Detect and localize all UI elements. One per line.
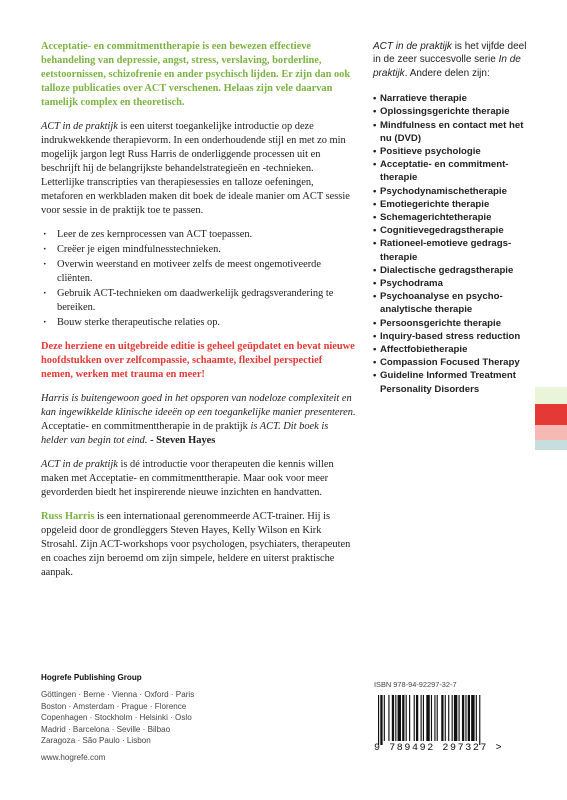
description-paragraph xyxy=(41,120,356,218)
barcode-bar xyxy=(452,695,453,741)
series-intro xyxy=(373,40,533,80)
barcode-bar xyxy=(462,695,464,741)
edition-note xyxy=(41,340,356,382)
quote-attribution: - Steven Hayes xyxy=(147,435,216,446)
series-intro-text-2: . Andere delen zijn: xyxy=(404,67,490,79)
series-item: • Oplossingsgerichte therapie xyxy=(373,105,533,118)
barcode-bar xyxy=(476,695,477,741)
series-item: • Guideline Informed Treatment Personality Disorders xyxy=(373,369,533,395)
feature-item: · Creëer je eigen mindfulnesstechnieken. xyxy=(41,243,356,257)
barcode-digits: 9 789492 297327 > xyxy=(374,743,504,754)
barcode-bar xyxy=(465,695,466,741)
series-item: • Inquiry-based stress reduction xyxy=(373,330,533,343)
book-title-italic: ACT in de praktijk xyxy=(41,459,118,470)
barcode-bar xyxy=(459,695,460,741)
back-cover-text xyxy=(41,40,356,590)
author-bio xyxy=(41,510,356,580)
series-book-title: ACT in de praktijk xyxy=(373,41,452,52)
series-intro-text-1: is het vijfde deel in de zeer succesvolle serie xyxy=(373,41,527,66)
barcode-bar xyxy=(409,695,410,741)
series-item: • Psychoanalyse en psycho-analytische therapie xyxy=(373,290,533,316)
series-item: • Schemagerichtetherapie xyxy=(373,211,533,224)
endorsement-quote xyxy=(41,392,356,448)
series-name: In de praktijk xyxy=(373,54,521,79)
feature-item: · Gebruik ACT-technieken om daadwerkelijk gedragsverandering te bereiken. xyxy=(41,287,356,315)
barcode-bar xyxy=(388,695,389,741)
series-sidebar xyxy=(373,40,533,396)
series-item: • Persoonsgerichte therapie xyxy=(373,317,533,330)
edition-note-text: Deze herziene en uitgebreide editie is geheel geüpdatet en bevat nieuwe hoofdstukken over zelfcompassie, schaamte, flexibel perspectief nemen, werken met trauma en meer! xyxy=(41,341,355,380)
barcode-bar xyxy=(414,695,415,741)
barcode-block xyxy=(374,680,524,754)
publisher-city-line: Zaragoza · São Paulo · Lisbon xyxy=(41,736,151,746)
barcode-bar xyxy=(471,695,474,741)
series-item: • Rationeel-emotieve gedrags-therapie xyxy=(373,237,533,263)
audience-paragraph xyxy=(41,458,356,500)
author-bio-text: is een internationaal gerenommeerde ACT-trainer. Hij is opgeleid door de grondleggers Steven Hayes, Kelly Wilson en Kirk Strosahl. Zijn ACT-workshops voor psychologen, psychiaters, therapeuten en coaches zijn beroemd om zijn simpele, heldere en uiterst praktische aanpak. xyxy=(41,511,351,578)
barcode-bar xyxy=(392,695,394,741)
feature-item: · Overwin weerstand en motiveer zelfs de meest ongemotiveerde cliënten. xyxy=(41,258,356,286)
barcode-bar xyxy=(423,695,424,741)
publisher-block xyxy=(41,672,194,764)
series-item: • Compassion Focused Therapy xyxy=(373,356,533,369)
series-item: • Mindfulness en contact met het nu (DVD) xyxy=(373,119,533,145)
publisher-city-line: Copenhagen · Stockholm · Helsinki · Oslo xyxy=(41,713,192,723)
publisher-cities xyxy=(41,689,194,746)
publisher-name: Hogrefe Publishing Group xyxy=(41,673,142,682)
series-item: • Psychodrama xyxy=(373,277,533,290)
barcode-bar xyxy=(384,695,385,741)
side-color-bars xyxy=(535,387,567,450)
barcode-bar xyxy=(479,695,480,745)
series-item: • Positieve psychologie xyxy=(373,145,533,158)
color-bar-light-green xyxy=(535,387,567,404)
publisher-city-line: Göttingen · Berne · Vienna · Oxford · Paris xyxy=(41,690,195,700)
barcode-bar xyxy=(378,695,379,745)
book-title-italic: ACT in de praktijk xyxy=(41,121,118,132)
series-item: • Acceptatie- en commitment-therapie xyxy=(373,158,533,184)
series-item: • Dialectische gedragstherapie xyxy=(373,264,533,277)
author-name: Russ Harris xyxy=(41,511,95,522)
series-list xyxy=(373,92,533,396)
barcode-bar xyxy=(380,695,382,745)
intro-bold: Acceptatie- en commitmenttherapie is een bewezen effectieve behandeling van depressie, angst, stress, verslaving, borderline, eetstoornissen, schizofrenie en ander psychisch lijden. Er zijn dan ook talloze publicaties over ACT verschenen. Helaas zijn vele daarvan tamelijk complex en theoretisch. xyxy=(41,41,351,108)
series-item: • Psychodynamischetherapie xyxy=(373,185,533,198)
barcode-bar xyxy=(454,695,457,741)
barcode-bar xyxy=(421,695,422,741)
quote-text-2: Acceptatie- en commitmenttherapie in de praktijk xyxy=(41,421,251,432)
barcode-bar xyxy=(406,695,407,741)
barcode-bar xyxy=(395,695,396,741)
barcode-bar xyxy=(416,695,418,741)
publisher-url: www.hogrefe.com xyxy=(41,753,106,763)
description-text: is een uiterst toegankelijke introductie op deze indrukwekkende therapievorm. In een onderhoudende stijl en met zo min mogelijk jargon legt Russ Harris de onderliggende processen uit en beschrijft hij de belangrijkste behandelstrategieën en -technieken. Letterlijke transcripties van therapiesessies en talloze oefeningen, metaforen en werkbladen maken dit boek de ideale manier om ACT sessie voor sessie in de praktijk toe te passen. xyxy=(41,121,350,216)
barcode-bar xyxy=(398,695,401,741)
series-item: • Affectfobietherapie xyxy=(373,343,533,356)
series-item: • Cognitievegedragstherapie xyxy=(373,224,533,237)
feature-item: · Leer de zes kernprocessen van ACT toepassen. xyxy=(41,228,356,242)
barcode-bar xyxy=(402,695,404,741)
feature-list xyxy=(41,228,356,330)
publisher-city-line: Boston · Amsterdam · Prague · Florence xyxy=(41,701,187,711)
barcode-bar xyxy=(445,695,446,741)
color-bar-teal xyxy=(535,440,567,450)
barcode-bar xyxy=(468,695,470,741)
audience-text: is dé introductie voor therapeuten die kennis willen maken met Acceptatie- en commitmenttherapie. Maar ook voor meer gevorderden biedt het inspirerende nieuwe inzichten en handvatten. xyxy=(41,459,334,498)
barcode-bar xyxy=(437,695,438,741)
series-item: • Narratieve therapie xyxy=(373,92,533,105)
intro-paragraph xyxy=(41,40,356,110)
publisher-city-line: Madrid · Barcelona · Seville · Bilbao xyxy=(41,724,171,734)
barcode-image xyxy=(374,695,524,745)
color-bar-red xyxy=(535,404,567,425)
barcode-bar xyxy=(448,695,449,741)
barcode-bar xyxy=(426,695,429,741)
quote-text-3: is ACT. Dit boek is helder van begin tot eind. xyxy=(41,421,329,446)
color-bar-pink xyxy=(535,425,567,440)
quote-text-1: Harris is buitengewoon goed in het opsporen van nodeloze complexiteit en kan ingewikkelde klinische ideeën op een toegankelijke manier presenteren. xyxy=(41,393,356,418)
isbn-label: ISBN 978-94-92297-32-7 xyxy=(374,680,457,689)
feature-item: · Bouw sterke therapeutische relaties op. xyxy=(41,316,356,330)
barcode-bar xyxy=(441,695,443,741)
barcode-bar xyxy=(434,695,435,741)
barcode-bar xyxy=(431,695,432,741)
series-item: • Emotiegerichte therapie xyxy=(373,198,533,211)
